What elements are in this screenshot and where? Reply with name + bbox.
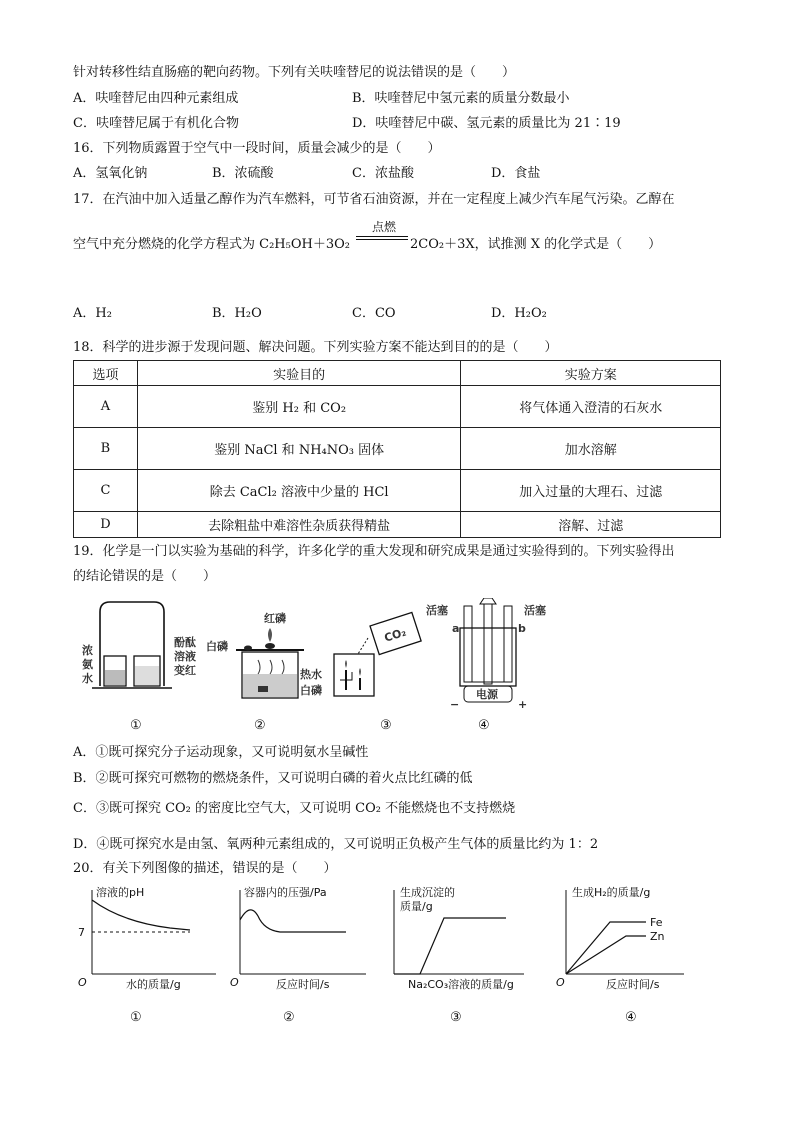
q17-option-c[interactable]: C．CO bbox=[352, 306, 396, 321]
g4-series-fe: Fe bbox=[650, 916, 663, 929]
row-plan: 溶解、过滤 bbox=[461, 512, 721, 538]
table-row bbox=[74, 470, 721, 512]
q15-option-c[interactable]: C．呋喹替尼属于有机化合物 bbox=[73, 116, 239, 131]
q15-option-d[interactable]: D．呋喹替尼中碳、氢元素的质量比为 21∶19 bbox=[352, 116, 621, 131]
q17-equals-sign bbox=[356, 236, 408, 240]
table-row bbox=[74, 428, 721, 470]
f4-label-minus: − bbox=[450, 698, 460, 711]
q16-stem: 16．下列物质露置于空气中一段时间，质量会减少的是（ ） bbox=[73, 141, 441, 156]
graph-2-pressure bbox=[230, 885, 366, 991]
row-purpose: 去除粗盐中难溶性杂质获得精盐 bbox=[137, 512, 461, 538]
q17-equation-left: 空气中充分燃烧的化学方程式为 C₂H₅OH＋3O₂ bbox=[73, 237, 350, 252]
q19-stem-line1: 19．化学是一门以实验为基础的科学，许多化学的重大发现和研究成果是通过实验得到的。下列实验得出 bbox=[73, 544, 675, 559]
header-plan: 实验方案 bbox=[461, 361, 721, 386]
g1-origin: O bbox=[78, 976, 87, 989]
header-option: 选项 bbox=[74, 361, 138, 386]
g2-ylabel: 容器内的压强/Pa bbox=[244, 886, 327, 899]
q19-apparatus-figures bbox=[78, 598, 638, 716]
f2-label-water: 热水 bbox=[300, 668, 322, 681]
row-purpose: 鉴别 H₂ 和 CO₂ bbox=[137, 386, 461, 428]
q19-option-b[interactable]: B．②既可探究可燃物的燃烧条件，又可说明白磷的着火点比红磷的低 bbox=[73, 771, 473, 786]
q15-option-b[interactable]: B．呋喹替尼中氢元素的质量分数最小 bbox=[352, 91, 570, 106]
q16-option-c[interactable]: C．浓盐酸 bbox=[352, 166, 414, 181]
g4-origin: O bbox=[556, 976, 565, 989]
q17-stem: 17．在汽油中加入适量乙醇作为汽车燃料，可节省石油资源，并在一定程度上减少汽车尾气污染。乙醇在 bbox=[73, 192, 675, 207]
graph-4-hydrogen bbox=[556, 885, 684, 991]
table-header-row bbox=[74, 361, 721, 386]
g1-xlabel: 水的质量/g bbox=[126, 978, 181, 991]
row-option: A bbox=[74, 386, 138, 428]
row-option: B bbox=[74, 428, 138, 470]
q17-option-d[interactable]: D．H₂O₂ bbox=[491, 306, 547, 321]
g3-ylabel-2: 质量/g bbox=[400, 900, 433, 913]
graph-1-ph bbox=[78, 885, 216, 991]
q19-caption-4: ④ bbox=[478, 718, 490, 733]
q19-option-c[interactable]: C．③既可探究 CO₂ 的密度比空气大，又可说明 CO₂ 不能燃烧也不支持燃烧 bbox=[73, 801, 516, 816]
graph-3-precipitate bbox=[394, 885, 524, 991]
g2-origin: O bbox=[230, 976, 239, 989]
figure-2-combustion bbox=[206, 611, 322, 698]
row-option: C bbox=[74, 470, 138, 512]
f1-label-l2: 氨 bbox=[82, 658, 93, 671]
q16-option-b[interactable]: B．浓硫酸 bbox=[212, 166, 274, 181]
f2-label-top: 红磷 bbox=[264, 612, 286, 625]
q19-caption-1: ① bbox=[130, 718, 142, 733]
q18-table bbox=[73, 360, 721, 538]
f1-label-r2: 溶液 bbox=[174, 650, 196, 663]
g4-xlabel: 反应时间/s bbox=[606, 978, 660, 991]
row-option: D bbox=[74, 512, 138, 538]
q19-stem-line2: 的结论错误的是（ ） bbox=[73, 569, 217, 584]
g1-ylabel: 溶液的pH bbox=[96, 886, 145, 899]
f4-label-b: b bbox=[518, 622, 526, 635]
f4-label-left: 活塞 bbox=[426, 604, 448, 617]
g3-ylabel-1: 生成沉淀的 bbox=[400, 886, 455, 899]
q20-caption-4: ④ bbox=[625, 1010, 637, 1025]
q19-option-d[interactable]: D．④既可探究水是由氢、氧两种元素组成的，又可说明正负极产生气体的质量比约为 1：2 bbox=[73, 837, 599, 852]
f4-label-a: a bbox=[452, 622, 460, 635]
f4-label-power: 电源 bbox=[476, 688, 498, 701]
q20-caption-2: ② bbox=[283, 1010, 295, 1025]
row-purpose: 除去 CaCl₂ 溶液中少量的 HCl bbox=[137, 470, 461, 512]
q17-option-a[interactable]: A．H₂ bbox=[73, 306, 112, 321]
q20-caption-3: ③ bbox=[450, 1010, 462, 1025]
table-row bbox=[74, 512, 721, 538]
q20-graphs bbox=[70, 882, 690, 1002]
q15-stem-tail: 针对转移性结直肠癌的靶向药物。下列有关呋喹替尼的说法错误的是（ ） bbox=[73, 65, 516, 80]
q15-option-a[interactable]: A．呋喹替尼由四种元素组成 bbox=[73, 91, 239, 106]
f3-label-gas: CO₂ bbox=[382, 625, 408, 645]
g1-ref: 7 bbox=[78, 926, 85, 939]
row-plan: 将气体通入澄清的石灰水 bbox=[461, 386, 721, 428]
header-purpose: 实验目的 bbox=[137, 361, 461, 386]
q18-stem: 18．科学的进步源于发现问题、解决问题。下列实验方案不能达到目的的是（ ） bbox=[73, 340, 558, 355]
q19-caption-3: ③ bbox=[380, 718, 392, 733]
g4-ylabel: 生成H₂的质量/g bbox=[572, 886, 651, 899]
row-plan: 加入过量的大理石、过滤 bbox=[461, 470, 721, 512]
q19-caption-2: ② bbox=[254, 718, 266, 733]
f1-label-l1: 浓 bbox=[82, 644, 93, 657]
row-purpose: 鉴别 NaCl 和 NH₄NO₃ 固体 bbox=[137, 428, 461, 470]
figure-4-electrolysis bbox=[426, 598, 546, 711]
q17-equation-right: 2CO₂＋3X，试推测 X 的化学式是（ ） bbox=[410, 237, 662, 252]
f1-label-r1: 酚酞 bbox=[174, 636, 196, 649]
g2-xlabel: 反应时间/s bbox=[276, 978, 330, 991]
q16-option-a[interactable]: A．氢氧化钠 bbox=[73, 166, 148, 181]
f1-label-r3: 变红 bbox=[174, 664, 196, 677]
f2-label-left: 白磷 bbox=[206, 640, 228, 653]
f1-label-l3: 水 bbox=[82, 672, 93, 685]
q17-reaction-condition: 点燃 bbox=[372, 220, 397, 234]
f4-label-right: 活塞 bbox=[524, 604, 546, 617]
g3-xlabel: Na₂CO₃溶液的质量/g bbox=[408, 978, 514, 991]
g4-series-zn: Zn bbox=[650, 930, 665, 943]
q19-option-a[interactable]: A．①既可探究分子运动现象，又可说明氨水呈碱性 bbox=[73, 745, 369, 760]
q20-stem: 20．有关下列图像的描述，错误的是（ ） bbox=[73, 861, 337, 876]
q16-option-d[interactable]: D．食盐 bbox=[491, 166, 541, 181]
table-row bbox=[74, 386, 721, 428]
row-plan: 加水溶解 bbox=[461, 428, 721, 470]
figure-1-bell-jar bbox=[82, 602, 196, 688]
f4-label-plus: + bbox=[518, 698, 528, 711]
q20-caption-1: ① bbox=[130, 1010, 142, 1025]
f2-label-bottom: 白磷 bbox=[300, 684, 322, 697]
q17-option-b[interactable]: B．H₂O bbox=[212, 306, 262, 321]
figure-3-co2-pour bbox=[334, 612, 421, 696]
